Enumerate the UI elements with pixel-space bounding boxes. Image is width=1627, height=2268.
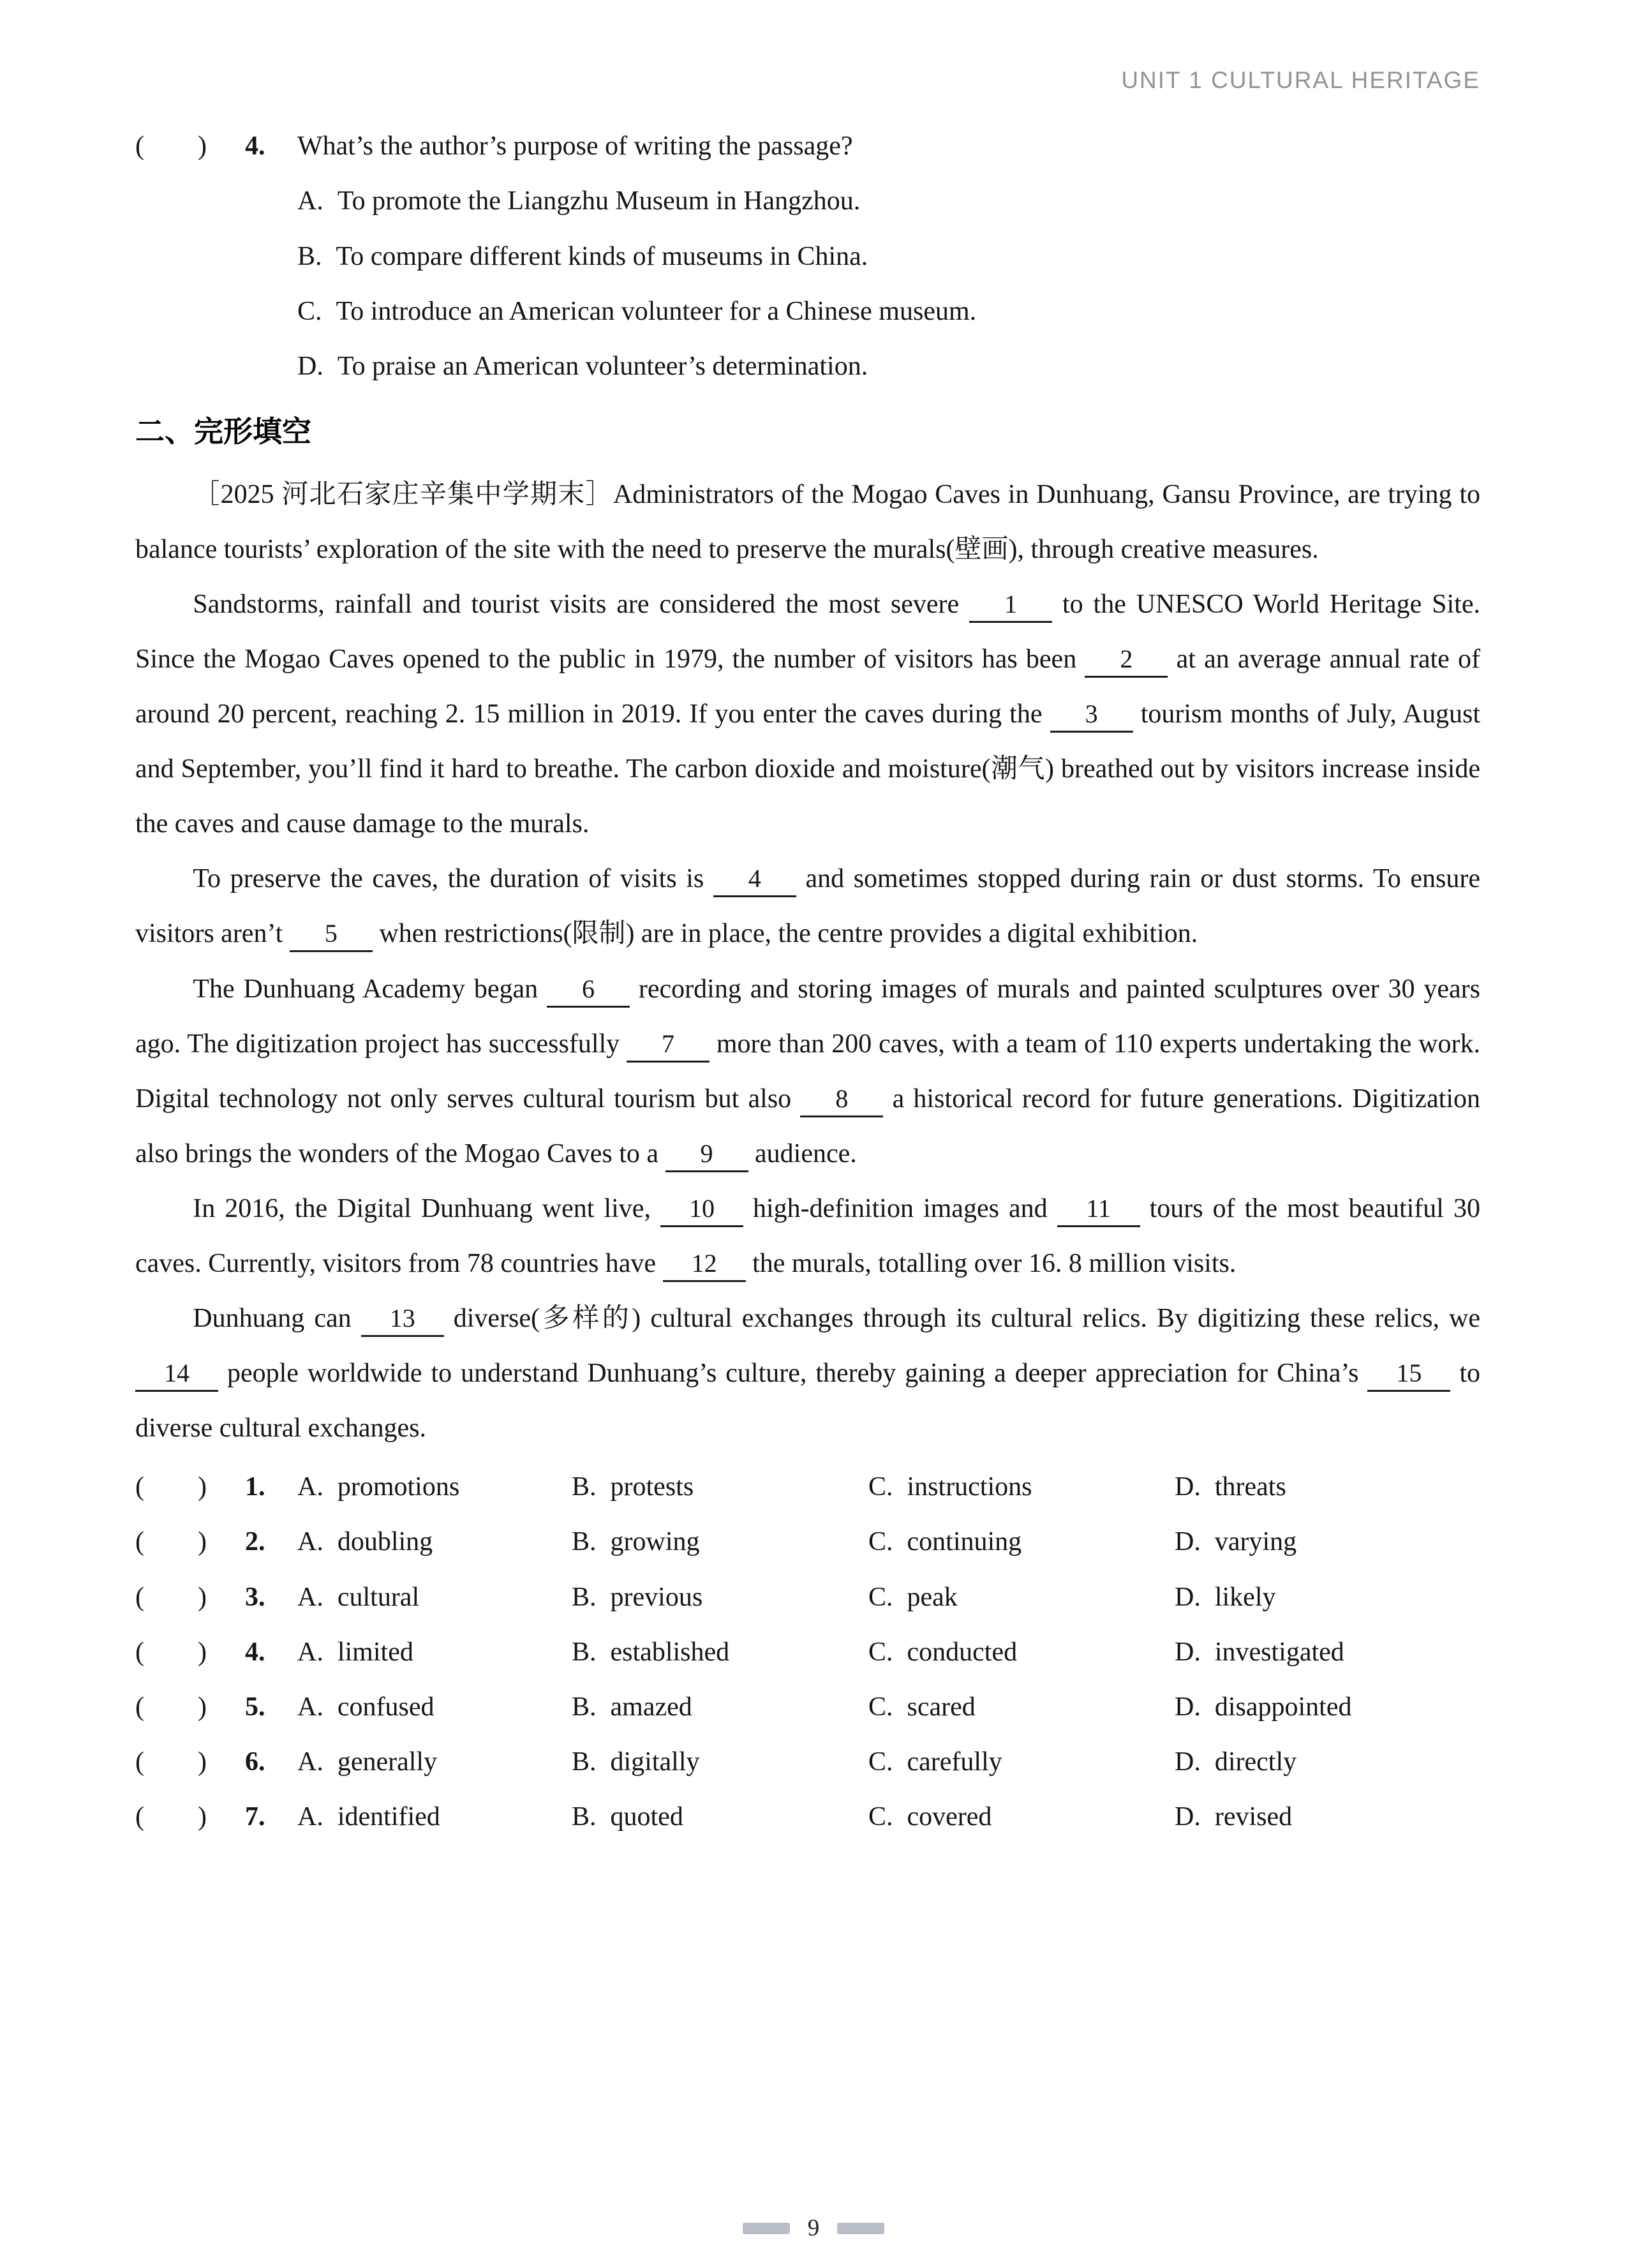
question-4-stem-row	[135, 119, 1480, 174]
option-label: A.	[297, 1802, 323, 1832]
cloze-question-number: 6.	[245, 1747, 265, 1777]
cloze-blank-9: 9	[665, 1140, 748, 1172]
cloze-blank-3: 3	[1050, 700, 1133, 733]
option-label: D.	[1175, 1802, 1201, 1832]
cloze-blank-5: 5	[290, 920, 373, 952]
cloze-option	[297, 1459, 572, 1514]
answer-paren: ( )	[135, 1692, 207, 1722]
cloze-question-row	[135, 1680, 1480, 1735]
passage-paragraph: To preserve the caves, the duration of visits is 4 and sometimes stopped during rain or dust storms. To ensure visitors aren’t 5 when restrictions(限制) are in place, the centre provides a digital exhibition.	[135, 851, 1480, 961]
option-label: C.	[297, 296, 322, 326]
option-label: B.	[572, 1802, 597, 1832]
cloze-option	[297, 1789, 572, 1844]
option-label: D.	[1175, 1472, 1201, 1502]
cloze-option	[297, 1680, 572, 1735]
cloze-blank-2: 2	[1085, 645, 1168, 678]
cloze-blank-8: 8	[800, 1085, 883, 1117]
page-footer	[0, 2216, 1627, 2240]
cloze-option	[572, 1625, 868, 1680]
option-label: A.	[297, 186, 323, 216]
option-text: carefully	[907, 1747, 1002, 1777]
option-label: A.	[297, 1472, 323, 1502]
option-label: A.	[297, 1637, 323, 1667]
option-text: To compare different kinds of museums in China.	[336, 241, 868, 271]
option-label: B.	[572, 1527, 597, 1557]
question-4-options	[297, 174, 1480, 393]
cloze-option	[1175, 1459, 1480, 1514]
passage-paragraph: Sandstorms, rainfall and tourist visits are considered the most severe 1 to the UNESCO World Heritage Site. Since the Mogao Caves opened to the public in 1979, the number of visitors has been 2 at an average annual rate of around 20 percent, reaching 2. 15 million in 2019. If you enter the caves during the 3 tourism months of July, August and September, you’ll find it hard to breathe. The carbon dioxide and moisture(潮气) breathed out by visitors increase inside the caves and cause damage to the murals.	[135, 589, 1480, 839]
option-label: A.	[297, 1692, 323, 1722]
option-text: promotions	[337, 1472, 460, 1502]
cloze-option	[1175, 1789, 1480, 1844]
cloze-option	[297, 1570, 572, 1625]
option-text: confused	[337, 1692, 435, 1722]
option-label: D.	[1175, 1747, 1201, 1777]
option-text: identified	[337, 1802, 440, 1832]
option-text: continuing	[907, 1527, 1022, 1557]
answer-paren: ( )	[135, 131, 207, 161]
section-title-cloze: 二、完形填空	[135, 414, 311, 448]
cloze-option	[1175, 1625, 1480, 1680]
option-label: D.	[297, 351, 323, 381]
option-label: C.	[868, 1692, 893, 1722]
cloze-question-row	[135, 1735, 1480, 1789]
option-text: quoted	[610, 1802, 683, 1832]
cloze-option	[1175, 1735, 1480, 1789]
option-text: disappointed	[1214, 1692, 1352, 1722]
question-4-option-d	[297, 339, 1480, 394]
cloze-blank-10: 10	[660, 1195, 743, 1227]
option-text: directly	[1214, 1747, 1297, 1777]
option-label: C.	[868, 1637, 893, 1667]
cloze-question-number: 5.	[245, 1692, 265, 1722]
cloze-blank-15: 15	[1367, 1359, 1450, 1392]
answer-paren: ( )	[135, 1472, 207, 1502]
footer-bar-right	[837, 2223, 884, 2234]
question-4	[135, 119, 1480, 393]
cloze-blank-7: 7	[627, 1030, 709, 1063]
option-label: D.	[1175, 1637, 1201, 1667]
cloze-blank-13: 13	[361, 1304, 444, 1337]
cloze-option	[868, 1680, 1175, 1735]
passage	[135, 467, 1480, 1456]
cloze-option	[297, 1625, 572, 1680]
cloze-question-number: 1.	[245, 1472, 265, 1502]
question-4-stem: What’s the author’s purpose of writing the passage?	[297, 131, 853, 161]
option-text: To introduce an American volunteer for a Chinese museum.	[336, 296, 977, 326]
question-4-option-c	[297, 284, 1480, 339]
cloze-blank-4: 4	[713, 865, 796, 897]
cloze-option	[572, 1570, 868, 1625]
cloze-option	[868, 1735, 1175, 1789]
option-label: D.	[1175, 1582, 1201, 1612]
answer-paren: ( )	[135, 1747, 207, 1777]
cloze-question-row	[135, 1625, 1480, 1680]
option-label: B.	[572, 1637, 597, 1667]
question-4-number: 4.	[245, 131, 265, 161]
cloze-option	[572, 1735, 868, 1789]
cloze-options	[135, 1459, 1480, 1844]
option-label: C.	[868, 1472, 893, 1502]
option-text: digitally	[610, 1747, 700, 1777]
answer-paren: ( )	[135, 1802, 207, 1832]
cloze-option	[868, 1514, 1175, 1569]
option-label: D.	[1175, 1692, 1201, 1722]
option-label: A.	[297, 1582, 323, 1612]
option-text: covered	[907, 1802, 992, 1832]
option-label: B.	[572, 1747, 597, 1777]
cloze-question-number: 3.	[245, 1582, 265, 1612]
option-label: A.	[297, 1747, 323, 1777]
cloze-question-number: 7.	[245, 1802, 265, 1832]
cloze-question-number: 4.	[245, 1637, 265, 1667]
cloze-question-row	[135, 1514, 1480, 1569]
option-text: growing	[610, 1527, 700, 1557]
cloze-blank-14: 14	[135, 1359, 218, 1392]
option-text: previous	[610, 1582, 703, 1612]
passage-paragraph: The Dunhuang Academy began 6 recording and storing images of murals and painted sculptures over 30 years ago. The digitization project has successfully 7 more than 200 caves, with a team of 110 experts undertaking the work. Digital technology not only serves cultural tourism but also 8 a historical record for future generations. Digitization also brings the wonders of the Mogao Caves to a 9 audience.	[135, 962, 1480, 1181]
cloze-option	[1175, 1680, 1480, 1735]
option-text: threats	[1214, 1472, 1286, 1502]
option-label: C.	[868, 1802, 893, 1832]
unit-header: UNIT 1 CULTURAL HERITAGE	[1121, 67, 1480, 93]
option-label: A.	[297, 1527, 323, 1557]
option-text: conducted	[907, 1637, 1018, 1667]
cloze-question-row	[135, 1459, 1480, 1514]
option-text: scared	[907, 1692, 976, 1722]
footer-bar-left	[743, 2223, 790, 2234]
passage-paragraph: ［2025 河北石家庄辛集中学期末］Administrators of the Mogao Caves in Dunhuang, Gansu Province, are trying to balance tourists’ exploration of the site with the need to preserve the murals(壁画), through creative measures.	[135, 479, 1480, 564]
cloze-option	[572, 1789, 868, 1844]
option-text: generally	[337, 1747, 438, 1777]
option-text: doubling	[337, 1527, 433, 1557]
option-text: amazed	[610, 1692, 692, 1722]
cloze-blank-6: 6	[547, 975, 630, 1008]
option-label: C.	[868, 1747, 893, 1777]
cloze-blank-11: 11	[1057, 1195, 1140, 1227]
option-label: C.	[868, 1527, 893, 1557]
cloze-option	[868, 1570, 1175, 1625]
option-label: D.	[1175, 1527, 1201, 1557]
cloze-option	[297, 1735, 572, 1789]
option-text: likely	[1214, 1582, 1276, 1612]
option-text: peak	[907, 1582, 958, 1612]
cloze-option	[868, 1625, 1175, 1680]
option-text: protests	[610, 1472, 694, 1502]
option-text: investigated	[1214, 1637, 1344, 1667]
option-text: To praise an American volunteer’s determination.	[337, 351, 868, 381]
cloze-question-number: 2.	[245, 1527, 265, 1557]
option-label: C.	[868, 1582, 893, 1612]
passage-paragraph: Dunhuang can 13 diverse(多样的) cultural exchanges through its cultural relics. By digitizing these relics, we 14 people worldwide to understand Dunhuang’s culture, thereby gaining a deeper appreciation for China’s 15 to diverse cultural exchanges.	[135, 1304, 1481, 1444]
answer-paren: ( )	[135, 1582, 207, 1612]
cloze-question-row	[135, 1789, 1480, 1844]
option-label: B.	[572, 1472, 597, 1502]
option-text: established	[610, 1637, 730, 1667]
question-4-option-a	[297, 174, 1480, 228]
question-4-option-b	[297, 229, 1480, 284]
cloze-option	[1175, 1570, 1480, 1625]
cloze-option	[572, 1459, 868, 1514]
option-text: limited	[337, 1637, 413, 1667]
option-text: cultural	[337, 1582, 420, 1612]
cloze-option	[297, 1514, 572, 1569]
cloze-option	[572, 1514, 868, 1569]
page-number: 9	[807, 2215, 820, 2241]
option-text: To promote the Liangzhu Museum in Hangzhou.	[337, 186, 861, 216]
cloze-blank-12: 12	[663, 1250, 746, 1282]
answer-paren: ( )	[135, 1527, 207, 1557]
passage-paragraph: In 2016, the Digital Dunhuang went live, 10 high-definition images and 11 tours of the most beautiful 30 caves. Currently, visitors from 78 countries have 12 the murals, totalling over 16. 8 million visits.	[135, 1181, 1480, 1291]
cloze-option	[868, 1459, 1175, 1514]
option-text: varying	[1214, 1527, 1297, 1557]
option-text: revised	[1214, 1802, 1293, 1832]
cloze-option	[1175, 1514, 1480, 1569]
cloze-option	[868, 1789, 1175, 1844]
option-label: B.	[572, 1582, 597, 1612]
option-label: B.	[297, 241, 322, 271]
answer-paren: ( )	[135, 1637, 207, 1667]
cloze-option	[572, 1680, 868, 1735]
cloze-blank-1: 1	[969, 590, 1052, 623]
option-text: instructions	[907, 1472, 1032, 1502]
cloze-question-row	[135, 1570, 1480, 1625]
option-label: B.	[572, 1692, 597, 1722]
